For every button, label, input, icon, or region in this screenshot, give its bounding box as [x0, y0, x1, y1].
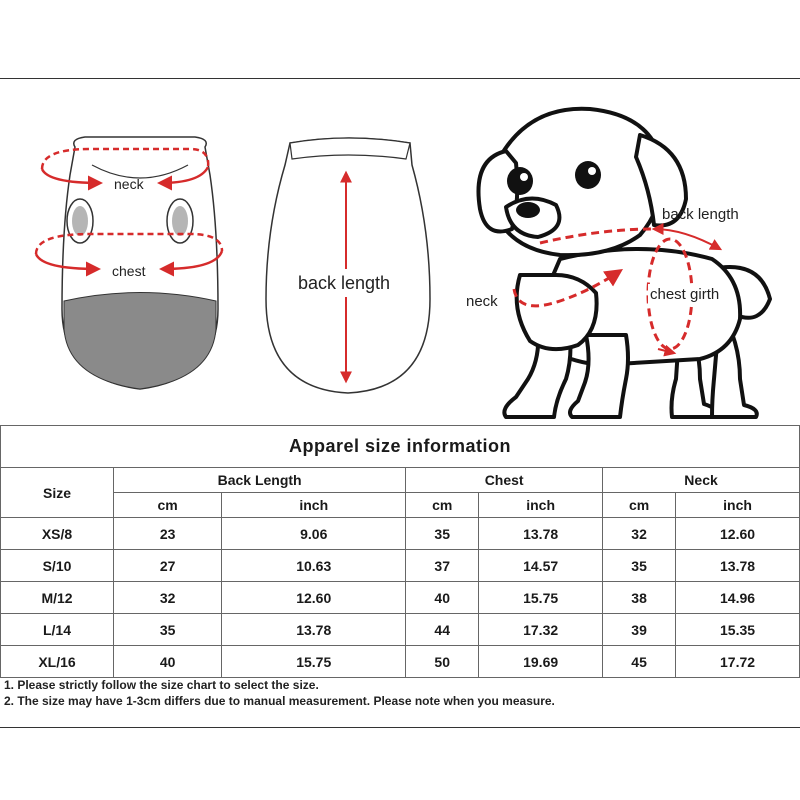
- note-line: 1. Please strictly follow the size chart to select the size.: [4, 678, 319, 692]
- value-cell: 12.60: [676, 518, 800, 550]
- value-cell: 50: [406, 646, 479, 678]
- dog-illustration: [478, 109, 770, 417]
- value-cell: 35: [603, 550, 676, 582]
- size-cell: L/14: [1, 614, 114, 646]
- value-cell: 19.69: [479, 646, 603, 678]
- dog-right-eye: [575, 161, 601, 189]
- value-cell: 45: [603, 646, 676, 678]
- value-cell: 32: [603, 518, 676, 550]
- value-cell: 35: [406, 518, 479, 550]
- vest-back-length-label: back length: [298, 273, 391, 293]
- size-cell: XS/8: [1, 518, 114, 550]
- value-cell: 15.35: [676, 614, 800, 646]
- unit-header: cm: [406, 493, 479, 518]
- table-row: [1, 646, 800, 678]
- dog-back-length-arrow: [654, 229, 720, 249]
- value-cell: 38: [603, 582, 676, 614]
- value-cell: 37: [406, 550, 479, 582]
- unit-header: cm: [603, 493, 676, 518]
- measurement-illustrations: [0, 79, 800, 425]
- value-cell: 27: [114, 550, 222, 582]
- value-cell: 44: [406, 614, 479, 646]
- table-row: [1, 550, 800, 582]
- value-cell: 13.78: [222, 614, 406, 646]
- dog-nose: [516, 202, 540, 218]
- value-cell: 15.75: [222, 646, 406, 678]
- value-cell: 23: [114, 518, 222, 550]
- illustration-area: [0, 79, 800, 425]
- vest-chest-label: chest: [112, 263, 146, 279]
- size-table: [0, 425, 800, 678]
- table-title: Apparel size information: [1, 426, 800, 468]
- dog-left-eye: [507, 167, 533, 195]
- value-cell: 32: [114, 582, 222, 614]
- note-line: 2. The size may have 1-3cm differs due to manual measurement. Please note when you measure.: [4, 694, 555, 708]
- group-header-neck: Neck: [603, 468, 800, 493]
- size-notes: [4, 677, 555, 709]
- unit-header: inch: [222, 493, 406, 518]
- vest-back-illustration: [266, 138, 430, 393]
- table-row: [1, 614, 800, 646]
- unit-header: cm: [114, 493, 222, 518]
- group-header-chest: Chest: [406, 468, 603, 493]
- value-cell: 9.06: [222, 518, 406, 550]
- dog-back-length-label: back length: [662, 206, 739, 223]
- value-cell: 17.72: [676, 646, 800, 678]
- value-cell: 14.96: [676, 582, 800, 614]
- value-cell: 40: [406, 582, 479, 614]
- value-cell: 12.60: [222, 582, 406, 614]
- table-row: [1, 518, 800, 550]
- size-cell: M/12: [1, 582, 114, 614]
- value-cell: 17.32: [479, 614, 603, 646]
- size-cell: S/10: [1, 550, 114, 582]
- value-cell: 14.57: [479, 550, 603, 582]
- unit-header: inch: [676, 493, 800, 518]
- value-cell: 13.78: [479, 518, 603, 550]
- value-cell: 40: [114, 646, 222, 678]
- group-header-back-length: Back Length: [114, 468, 406, 493]
- unit-header: inch: [479, 493, 603, 518]
- value-cell: 15.75: [479, 582, 603, 614]
- vest-front-illustration: [36, 137, 222, 389]
- value-cell: 35: [114, 614, 222, 646]
- size-cell: XL/16: [1, 646, 114, 678]
- dog-chest-girth-label: chest girth: [650, 286, 720, 303]
- table-row: [1, 582, 800, 614]
- vest-neck-label: neck: [114, 176, 144, 192]
- value-cell: 13.78: [676, 550, 800, 582]
- value-cell: 39: [603, 614, 676, 646]
- value-cell: 10.63: [222, 550, 406, 582]
- dog-neck-label: neck: [466, 293, 498, 310]
- size-chart-frame: [0, 78, 800, 728]
- size-header: Size: [1, 468, 114, 518]
